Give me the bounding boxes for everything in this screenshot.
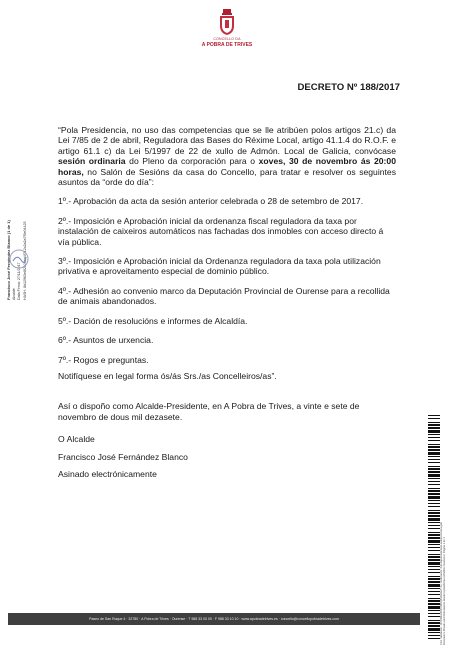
barcode-bar <box>428 569 440 570</box>
barcode-bar <box>428 591 440 592</box>
org-name-line2: A POBRA DE TRIVES <box>201 42 253 48</box>
barcode-bar <box>428 522 440 523</box>
barcode-bar <box>428 622 440 624</box>
barcode-bar <box>428 547 440 548</box>
sign-role: O Alcalde <box>58 434 95 445</box>
barcode-bar <box>428 481 440 482</box>
intro-paragraph <box>58 125 396 187</box>
barcode-bar <box>428 638 440 639</box>
barcode-bar <box>428 452 440 455</box>
barcode-bar <box>428 584 440 587</box>
intro-text-1: “Pola Presidencia, no uso das competencias que se lle atribúen polos artigos 21.c) da Lei 7/85 de 2 de abril, Reguladora das Bases do Réxime Local, artigo 41.1.4 do R.O.F. e artigo 61.1 c) da Lei 5/1997 de 22 de xullo de Admón. Local de Galicia, convócase <box>58 125 396 156</box>
barcode-bar <box>428 437 440 438</box>
barcode-bar <box>428 532 440 533</box>
barcode-bar <box>428 562 440 565</box>
signature-stamp-icon <box>8 248 30 270</box>
barcode-bar <box>428 422 440 423</box>
barcode-bar <box>428 588 440 589</box>
barcode-bar <box>428 427 440 429</box>
barcode-bar <box>428 466 440 467</box>
notify-line: Notifíquese en legal forma ós/ás Srs./as Concelleiros/as”. <box>58 370 277 381</box>
agenda-item-1: 1º.- Aprobación da acta da sesión anterior celebrada o 28 de setembro de 2017. <box>58 196 364 207</box>
sign-name: Francisco José Fernández Blanco <box>58 451 188 462</box>
barcode-bar <box>428 478 440 479</box>
barcode-bar <box>428 576 440 577</box>
barcode-bar <box>428 434 440 435</box>
barcode-bar <box>428 488 440 489</box>
barcode-bar <box>428 606 440 609</box>
barcode-bar <box>428 550 440 551</box>
signature-date: Data Firma: 27/11/2017 <box>17 262 22 300</box>
agenda-item-6: 6º.- Asuntos de urxencia. <box>58 335 154 346</box>
verification-code: Cód. Validación: JR7F99H2F9PC965Q5NDHALT7G | Verificación: http://apobradetrives.sedelectronica.gal/ <box>440 522 443 645</box>
signature-panel <box>6 150 50 300</box>
barcode-bar <box>428 525 440 526</box>
barcode-bar <box>428 415 440 416</box>
intro-text-2: do Pleno da corporación para o <box>125 156 259 167</box>
agenda-item-5: 5º.- Dación de resolucións e informes de Alcaldía. <box>58 315 248 326</box>
barcode-bar <box>428 556 440 558</box>
barcode-bar <box>428 493 440 495</box>
session-type: sesión ordinaria <box>58 156 126 167</box>
barcode-bar <box>428 462 440 463</box>
barcode-bar <box>428 528 440 529</box>
barcode-bar <box>428 620 440 621</box>
barcode-bar <box>428 512 440 514</box>
barcode-bar <box>428 503 440 504</box>
signature-hash: HASH: 8b12963e8f2c20ea4f712c2a2a7f5e04425 <box>22 221 27 300</box>
closing-paragraph: Así o dispoño como Alcalde-Presidente, en A Pobra de Trives, a vinte e sete de novembro de dous mil dezasete. <box>58 401 360 422</box>
barcode-bar <box>428 515 440 517</box>
barcode-bar <box>428 600 440 602</box>
barcode-bar <box>428 418 440 419</box>
barcode-bar <box>428 578 440 580</box>
barcode-bar <box>428 613 440 614</box>
barcode-bar <box>428 632 440 633</box>
barcode-bar <box>428 554 440 555</box>
barcode-bar <box>428 506 440 507</box>
coat-of-arms-icon <box>218 8 236 36</box>
barcode-bar <box>428 540 440 543</box>
signer-name: Francisco José Fernández Blanco (1 de 1) <box>6 220 11 300</box>
barcode-bar <box>428 449 440 451</box>
footer-bar: Paseo de San Roque 4 · 32780 · A Pobra de Trives · Ourense · T 988 33 00 00 · F 988 33 10 10 · www.apobradetrives.es · concello@concellopobradetrives.com <box>8 613 420 625</box>
verification-panel <box>440 505 450 645</box>
barcode-bar <box>428 603 440 605</box>
sign-note: Asinado electrónicamente <box>58 468 157 479</box>
municipal-logo <box>197 8 257 48</box>
agenda-item-3: 3º.- Imposición e Aprobación inicial da Ordenanza reguladora da taxa pola utilización privativa e aproveitamento especial de dominio público. <box>58 256 381 277</box>
verification-note: Documento firmado electrónicamente desde la plataforma esPublico Gestiona | Página 1 de 1 <box>443 537 447 645</box>
agenda-item-2: 2º.- Imposición e Aprobación inicial da ordenanza fiscal reguladora da taxa por instalación de caixeiros automáticos nas fachadas dos inmobles con acceso directo á vía pública. <box>58 215 384 247</box>
barcode-bar <box>428 459 440 460</box>
barcode-bar <box>428 456 440 457</box>
barcode-bar <box>428 496 440 499</box>
barcode-bar <box>428 598 440 599</box>
barcode-bar <box>428 616 440 617</box>
barcode-bar <box>428 625 440 627</box>
barcode-bar <box>428 572 440 573</box>
barcode-bar <box>428 537 440 539</box>
barcode-bar <box>428 594 440 595</box>
barcode-bar <box>428 468 440 470</box>
agenda-item-4: 4º.- Adhesión ao convenio marco da Deputación Provincial de Ourense para a recollida de animais abandonados. <box>58 285 390 307</box>
barcode-bar <box>428 490 440 492</box>
barcode-bar <box>428 544 440 545</box>
barcode-bar <box>428 518 440 521</box>
barcode-bar <box>428 440 440 441</box>
decree-body <box>58 125 396 479</box>
barcode-bar <box>428 474 440 477</box>
barcode-bar <box>428 610 440 611</box>
barcode-bar <box>428 444 440 445</box>
barcode-bar <box>428 628 440 631</box>
barcode-bar <box>428 581 440 583</box>
barcode-bar <box>428 430 440 433</box>
barcode-bar <box>428 566 440 567</box>
barcode-bar <box>428 559 440 561</box>
intro-text-3: no Salón de Sesións da casa do Concello, para tratar e resolver os seguintes asuntos da “orde do día”: <box>58 166 396 188</box>
barcode-bar <box>428 424 440 426</box>
barcode-bar <box>428 510 440 511</box>
barcode-bar <box>428 534 440 536</box>
org-name-line1: CONCELLO DA <box>213 37 241 41</box>
barcode-bar <box>428 635 440 636</box>
barcode-bar <box>428 446 440 448</box>
decree-title: DECRETO Nº 188/2017 <box>297 82 400 93</box>
barcode-bar <box>428 471 440 473</box>
session-date: xoves, 30 de novembro ás 20:00 horas, <box>58 156 396 177</box>
agenda-item-7: 7º.- Rogos e preguntas. <box>58 354 149 365</box>
signer-role: Alcalde <box>12 288 17 300</box>
barcode-bar <box>428 484 440 485</box>
barcode-bar <box>428 500 440 501</box>
